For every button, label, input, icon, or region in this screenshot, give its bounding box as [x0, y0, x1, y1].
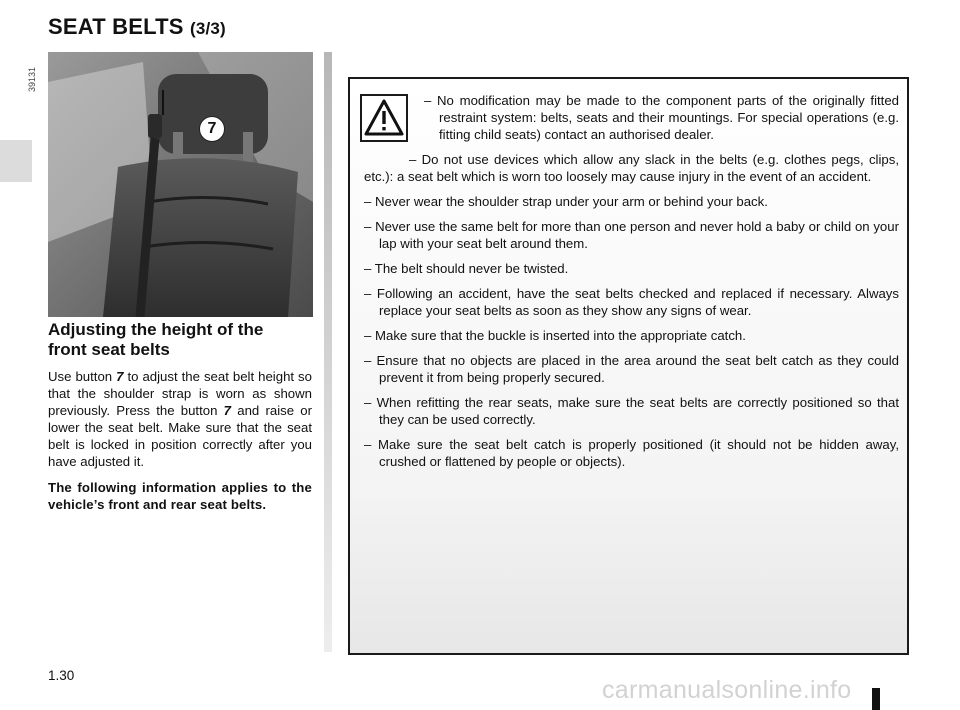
warning-item-9: – When refitting the rear seats, make sure the seat belts are correctly positioned so that they can be used correctly. — [364, 395, 899, 427]
warning-list — [364, 92, 899, 478]
heading-line-2: front seat belts — [48, 340, 170, 359]
page-title-suffix: (3/3) — [189, 19, 226, 38]
chapter-tab-marker — [0, 140, 32, 182]
page-number: 1.30 — [48, 668, 75, 683]
warning-item-7: – Make sure that the buckle is inserted into the appropriate catch. — [364, 328, 746, 343]
seat-belt-photo — [48, 52, 313, 317]
page-title: SEAT BELTS (3/3) — [48, 14, 226, 39]
adjust-instructions: Use button 7 to adjust the seat belt height so that the shoulder strap is worn as shown previously. Press the button 7 and raise or lower the seat belt. Make sure that the seat belt is locked in position correctly after you have adjusted it. — [48, 369, 313, 469]
callout-7: 7 — [199, 116, 225, 142]
heading-line-1: Adjusting the height of the — [48, 320, 264, 339]
warning-item-1: – No modification may be made to the component parts of the originally fitted restraint system: belts, seats and their mountings. For special operations (e.g. fitting child seats) contact an authorised dealer. — [424, 93, 899, 142]
warning-item-6: – Following an accident, have the seat belts checked and replaced if necessary. Always replace your seat belts as soon as they show any signs of wear. — [364, 286, 899, 318]
warning-box — [348, 77, 909, 655]
warning-item-4: – Never use the same belt for more than one person and never hold a baby or child on your lap with your seat belt around them. — [364, 219, 899, 251]
warning-item-2: – Do not use devices which allow any slack in the belts (e.g. clothes pegs, clips, etc.): a seat belt which is worn too loosely may cause injury in the event of an accident. — [364, 152, 899, 184]
column-divider — [324, 52, 332, 652]
figure-code: 39131 — [27, 66, 37, 92]
left-column — [48, 320, 312, 522]
button-ref-7b: 7 — [223, 403, 232, 418]
button-ref-7: 7 — [116, 369, 124, 384]
applies-note: The following information applies to the vehicle’s front and rear seat belts. — [48, 480, 312, 512]
warning-item-8: – Ensure that no objects are placed in the area around the seat belt catch as they could prevent it from being properly secured. — [364, 353, 899, 385]
warning-item-3: – Never wear the shoulder strap under your arm or behind your back. — [364, 194, 768, 209]
seat-illustration — [48, 52, 313, 317]
warning-item-10: – Make sure the seat belt catch is properly positioned (it should not be hidden away, crushed or flattened by people or objects). — [364, 437, 899, 469]
corner-mark — [872, 688, 880, 710]
section-heading — [48, 320, 312, 360]
warning-item-5: – The belt should never be twisted. — [364, 261, 569, 276]
watermark: carmanualsonline.info — [602, 676, 852, 704]
